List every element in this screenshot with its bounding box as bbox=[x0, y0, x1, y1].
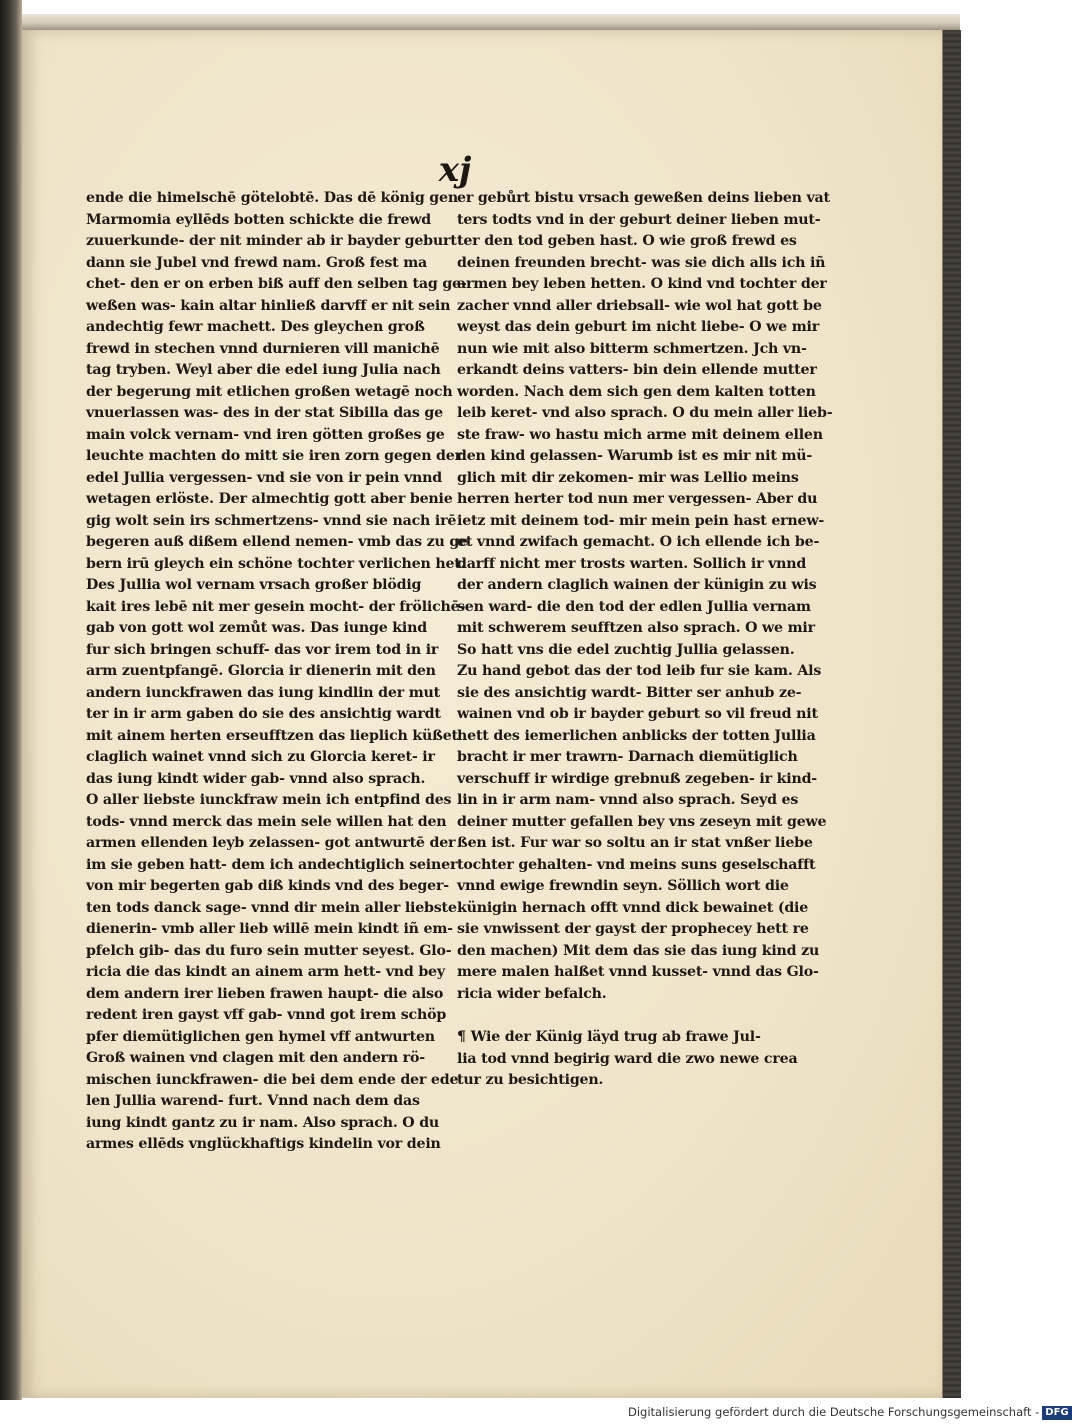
text-line: hett des iemerlichen anblicks der totten Jullia bbox=[457, 727, 816, 744]
text-line: ende die himelschē götelobtē. Das dē könig gen bbox=[86, 190, 458, 206]
page-top-edge bbox=[22, 14, 960, 30]
text-line: herren herter tod nun mer vergessen- Aber du bbox=[457, 491, 818, 507]
footer-text: Digitalisierung gefördert durch die Deutsche Forschungsgemeinschaft - bbox=[628, 1405, 1040, 1419]
text-line: im sie geben hatt- dem ich andechtiglich seiner bbox=[86, 856, 458, 873]
text-line: andern iunckfrawen das iung kindlin der mut bbox=[86, 684, 440, 701]
text-line: ricia wider befalch. bbox=[457, 985, 607, 1002]
text-line: von mir begerten gab diß kinds vnd des beger- bbox=[86, 878, 449, 894]
text-line: der andern claglich wainen der künigin zu wis bbox=[457, 577, 817, 593]
text-line: mit ainem herten erseufftzen das lieplich küßet bbox=[86, 727, 458, 744]
text-line: ietz mit deinem tod- mir mein pein hast ernew- bbox=[457, 512, 825, 529]
text-line: armen bey leben hetten. O kind vnd tochter der bbox=[457, 276, 827, 292]
text-line: ter in ir arm gaben do sie des ansichtig wardt bbox=[86, 706, 441, 722]
text-line: künigin hernach offt vnnd dick bewainet (die bbox=[457, 899, 809, 916]
text-line: gab von gott wol zemůt was. Das iunge kind bbox=[86, 620, 427, 636]
text-line: ste fraw- wo hastu mich arme mit deinem ellen bbox=[457, 426, 823, 443]
text-line: bracht ir mer trawrn- Darnach diemütiglich bbox=[457, 749, 798, 765]
text-line: iung kindt gantz zu ir nam. Also sprach. O du bbox=[86, 1114, 440, 1131]
text-line: glich mit dir zekomen- mir was Lellio meins bbox=[457, 469, 799, 486]
text-line: dann sie Jubel vnd frewd nam. Groß fest ma bbox=[86, 254, 428, 271]
text-line: ten tods danck sage- vnnd dir mein aller liebste bbox=[86, 899, 457, 916]
text-line: tods- vnnd merck das mein sele willen hat den bbox=[86, 813, 447, 830]
text-line: nun wie mit also bitterm schmertzen. Jch vn- bbox=[457, 340, 807, 357]
text-line: gig wolt sein irs schmertzens- vnnd sie nach irē bbox=[86, 512, 457, 529]
folio-number: xj bbox=[438, 150, 472, 190]
text-line: mere malen halßet vnnd kusset- vnnd das Glo- bbox=[457, 964, 819, 980]
text-line: tochter gehalten- vnd meins suns geselschafft bbox=[457, 856, 816, 873]
text-line: darff nicht mer trosts warten. Sollich ir vnnd bbox=[457, 555, 807, 572]
text-line: mischen iunckfrawen- die bei dem ende der ede bbox=[86, 1071, 459, 1088]
text-line: lin in ir arm nam- vnnd also sprach. Seyd es bbox=[457, 792, 799, 808]
text-line: sen ward- die den tod der edlen Jullia vernam bbox=[457, 598, 811, 615]
text-line: worden. Nach dem sich gen dem kalten totten bbox=[457, 383, 816, 400]
text-line: sie des ansichtig wardt- Bitter ser anhub ze- bbox=[457, 684, 802, 701]
text-line: ters todts vnd in der geburt deiner lieben mut- bbox=[457, 211, 821, 228]
text-line: main volck vernam- vnd iren götten großes ge bbox=[86, 426, 445, 443]
text-line: begeren auß dißem ellend nemen- vmb das zu ge bbox=[86, 534, 468, 550]
dfg-logo: DFG bbox=[1042, 1406, 1071, 1420]
text-line: tag tryben. Weyl aber die edel iung Julia nach bbox=[86, 362, 441, 378]
text-line: ¶ Wie der Künig läyd trug ab frawe Jul- bbox=[457, 1029, 761, 1045]
text-line: tur zu besichtigen. bbox=[457, 1072, 604, 1088]
text-line: erkandt deins vatters- bin dein ellende mutter bbox=[457, 362, 817, 378]
text-line: et vnnd zwifach gemacht. O ich ellende ich be- bbox=[457, 534, 820, 550]
digitization-footer bbox=[628, 1400, 1069, 1424]
text-line: fur sich bringen schuff- das vor irem tod in ir bbox=[86, 641, 439, 658]
text-line: er gebůrt bistu vrsach geweßen deins lieben vat bbox=[457, 190, 830, 206]
text-line: arm zuentpfangē. Glorcia ir dienerin mit den bbox=[86, 663, 436, 679]
text-line: armes ellēds vnglückhaftigs kindelin vor dein bbox=[86, 1136, 441, 1152]
text-line: len Jullia warend- furt. Vnnd nach dem das bbox=[86, 1093, 420, 1109]
text-line: mit schwerem seufftzen also sprach. O we mir bbox=[457, 620, 815, 636]
text-line: vnuerlassen was- des in der stat Sibilla das ge bbox=[86, 405, 443, 421]
text-line: dem andern irer lieben frawen haupt- die also bbox=[86, 985, 444, 1002]
text-line: weßen was- kain altar hinließ darvff er nit sein bbox=[86, 297, 451, 314]
right-text-lines bbox=[457, 188, 833, 1005]
text-line: wetagen erlöste. Der almechtig gott aber benie bbox=[86, 491, 453, 507]
text-line: redent iren gayst vff gab- vnnd got irem schöp bbox=[86, 1007, 447, 1023]
text-line: lia tod vnnd begirig ward die zwo newe crea bbox=[457, 1050, 798, 1067]
text-line: leuchte machten do mitt sie iren zorn gegen der bbox=[86, 448, 462, 464]
book-binding bbox=[0, 0, 22, 1400]
text-line: armen ellenden leyb zelassen- got antwurtē der bbox=[86, 835, 456, 851]
text-line: das iung kindt wider gab- vnnd also sprach. bbox=[86, 770, 426, 787]
text-line: So hatt vns die edel zuchtig Jullia gelassen. bbox=[457, 641, 795, 658]
text-line: pfelch gib- das du furo sein mutter seyest. Glo- bbox=[86, 942, 452, 959]
text-line: pfer diemütiglichen gen hymel vff antwurten bbox=[86, 1028, 435, 1045]
text-line: zacher vnnd aller driebsall- wie wol hat gott be bbox=[457, 297, 822, 314]
right-text-column bbox=[457, 188, 833, 1092]
text-line: frewd in stechen vnnd durnieren vill manichē bbox=[86, 340, 440, 357]
text-line: Des Jullia wol vernam vrsach großer blödig bbox=[86, 577, 422, 593]
text-line: edel Jullia vergessen- vnd sie von ir pein vnnd bbox=[86, 469, 442, 486]
text-line: claglich wainet vnnd sich zu Glorcia keret- ir bbox=[86, 749, 435, 765]
text-line: Marmomia eyllēds botten schickte die frewd bbox=[86, 211, 432, 228]
text-line: deinen freunden brecht- was sie dich alls ich iñ bbox=[457, 254, 826, 271]
text-line: chet- den er on erben biß auff den selben tag ge- bbox=[86, 276, 467, 292]
text-line: den machen) Mit dem das sie das iung kind zu bbox=[457, 942, 820, 959]
text-line: der begerung mit etlichen großen wetagē noch bbox=[86, 383, 453, 400]
text-line: verschuff ir wirdige grebnuß zegeben- ir kind- bbox=[457, 770, 817, 787]
text-line: vnnd ewige frewndin seyn. Söllich wort die bbox=[457, 878, 789, 894]
text-line: den kind gelassen- Warumb ist es mir nit mü- bbox=[457, 448, 813, 464]
text-line: dienerin- vmb aller lieb willē mein kindt iñ em- bbox=[86, 921, 453, 937]
text-line: andechtig fewr machett. Des gleychen groß bbox=[86, 319, 425, 335]
text-line: ter den tod geben hast. O wie groß frewd es bbox=[457, 233, 797, 249]
text-line: ßen ist. Fur war so soltu an ir stat vnßer liebe bbox=[457, 835, 813, 851]
text-line: weyst das dein geburt im nicht liebe- O we mir bbox=[457, 319, 819, 335]
text-line: Zu hand gebot das der tod leib fur sie kam. Als bbox=[457, 663, 822, 679]
text-line: Groß wainen vnd clagen mit den andern rö- bbox=[86, 1050, 425, 1066]
text-line: sie vnwissent der gayst der prophecey hett re bbox=[457, 921, 809, 937]
left-text-column bbox=[86, 188, 468, 1156]
chapter-heading bbox=[457, 1027, 815, 1092]
book-cover-edge bbox=[942, 30, 961, 1398]
text-line: wainen vnd ob ir bayder geburt so vil freud nit bbox=[457, 706, 818, 722]
text-line: ricia die das kindt an ainem arm hett- vnd bey bbox=[86, 964, 445, 980]
text-line: kait ires lebē nit mer gesein mocht- der frölichē- bbox=[86, 598, 466, 615]
text-line: zuuerkunde- der nit minder ab ir bayder geburt bbox=[86, 233, 457, 249]
text-line: O aller liebste iunckfraw mein ich entpfind des bbox=[86, 792, 452, 808]
text-line: bern irū gleych ein schöne tochter verlichen het. bbox=[86, 555, 466, 572]
text-line: leib keret- vnd also sprach. O du mein aller lieb- bbox=[457, 405, 833, 421]
text-line: deiner mutter gefallen bey vns zeseyn mit gewe bbox=[457, 813, 827, 830]
